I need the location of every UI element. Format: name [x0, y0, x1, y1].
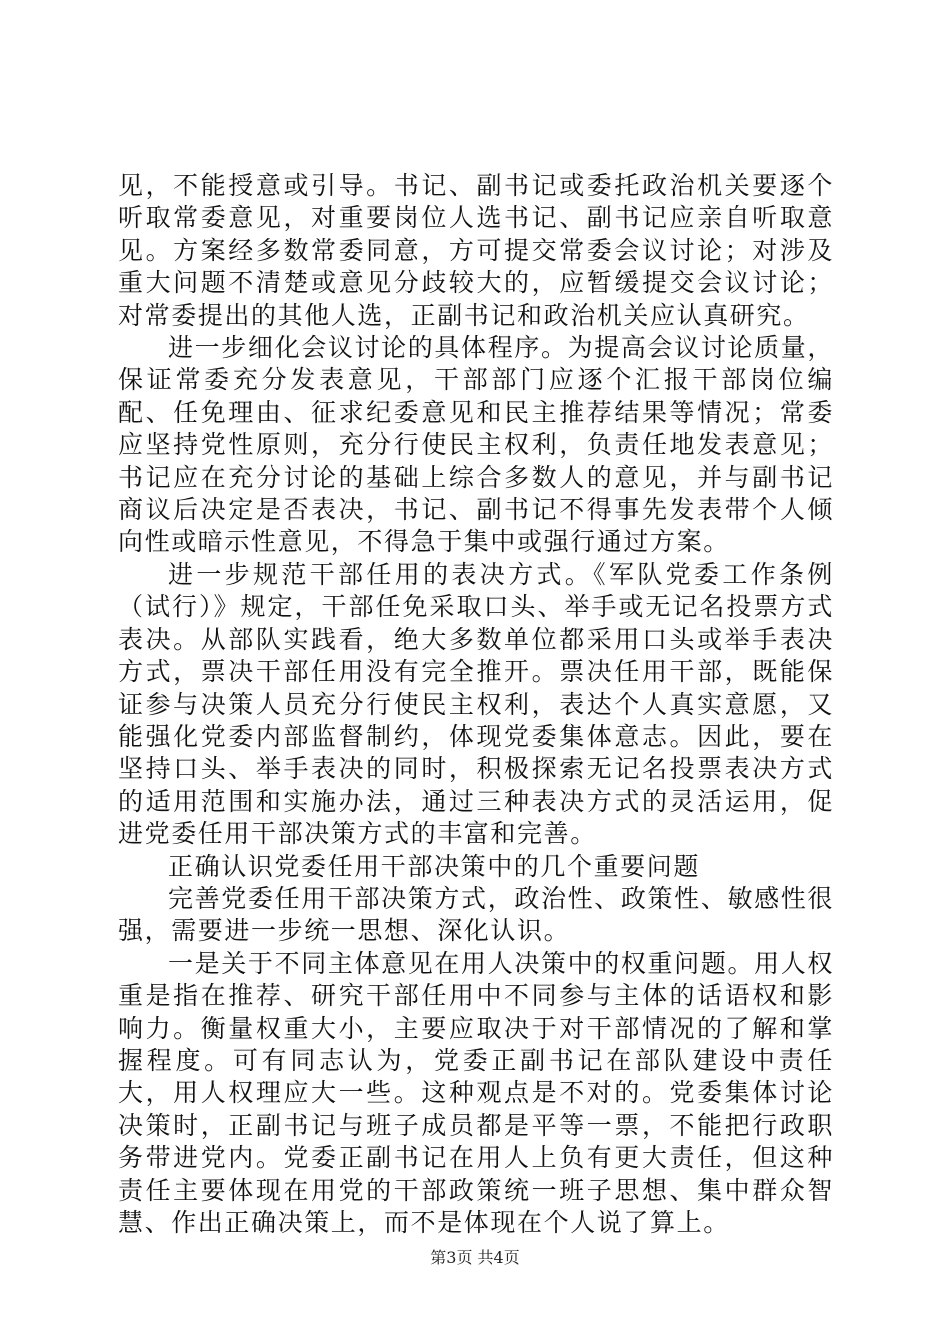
paragraph-continuation: 见，不能授意或引导。书记、副书记或委托政治机关要逐个听取常委意见，对重要岗位人选书记、副书记应亲自听取意见。方案经多数常委同意，方可提交常委会议讨论；对涉及重大问题不清楚或意见分歧较大的，应暂缓提交会议讨论；对常委提出的其他人选，正副书记和政治机关应认真研究。: [118, 171, 834, 330]
paragraph-intro: 完善党委任用干部决策方式，政治性、政策性、敏感性很强，需要进一步统一思想、深化认识。: [118, 883, 834, 946]
paragraph-weight-issue: 一是关于不同主体意见在用人决策中的权重问题。用人权重是指在推荐、研究干部任用中不同参与主体的话语权和影响力。衡量权重大小，主要应取决于对干部情况的了解和掌握程度。可有同志认为，党委正副书记在部队建设中责任大，用人权理应大一些。这种观点是不对的。党委集体讨论决策时，正副书记与班子成员都是平等一票，不能把行政职务带进党内。党委正副书记在用人上负有更大责任，但这种责任主要体现在用党的干部政策统一班子思想、集中群众智慧、作出正确决策上，而不是体现在个人说了算上。: [118, 948, 834, 1237]
document-body: [118, 170, 834, 1239]
page-footer: 第3页 共4页: [430, 1248, 520, 1267]
paragraph-voting-method: 进一步规范干部任用的表决方式。《军队党委工作条例（试行）》规定，干部任免采取口头、举手或无记名投票方式表决。从部队实践看，绝大多数单位都采用口头或举手表决方式，票决干部任用没有完全推开。票决任用干部，既能保证参与决策人员充分行使民主权利，表达个人真实意愿，又能强化党委内部监督制约，体现党委集体意志。因此，要在坚持口头、举手表决的同时，积极探索无记名投票表决方式的适用范围和实施办法，通过三种表决方式的灵活运用，促进党委任用干部决策方式的丰富和完善。: [118, 559, 834, 849]
section-heading: 正确认识党委任用干部决策中的几个重要问题: [168, 851, 701, 881]
paragraph-meeting-procedure: 进一步细化会议讨论的具体程序。为提高会议讨论质量，保证常委充分发表意见，干部部门应逐个汇报干部岗位编配、任免理由、征求纪委意见和民主推荐结果等情况；常委应坚持党性原则，充分行使民主权利，负责任地发表意见；书记应在充分讨论的基础上综合多数人的意见，并与副书记商议后决定是否表决，书记、副书记不得事先发表带个人倾向性或暗示性意见，不得急于集中或强行通过方案。: [118, 333, 834, 557]
